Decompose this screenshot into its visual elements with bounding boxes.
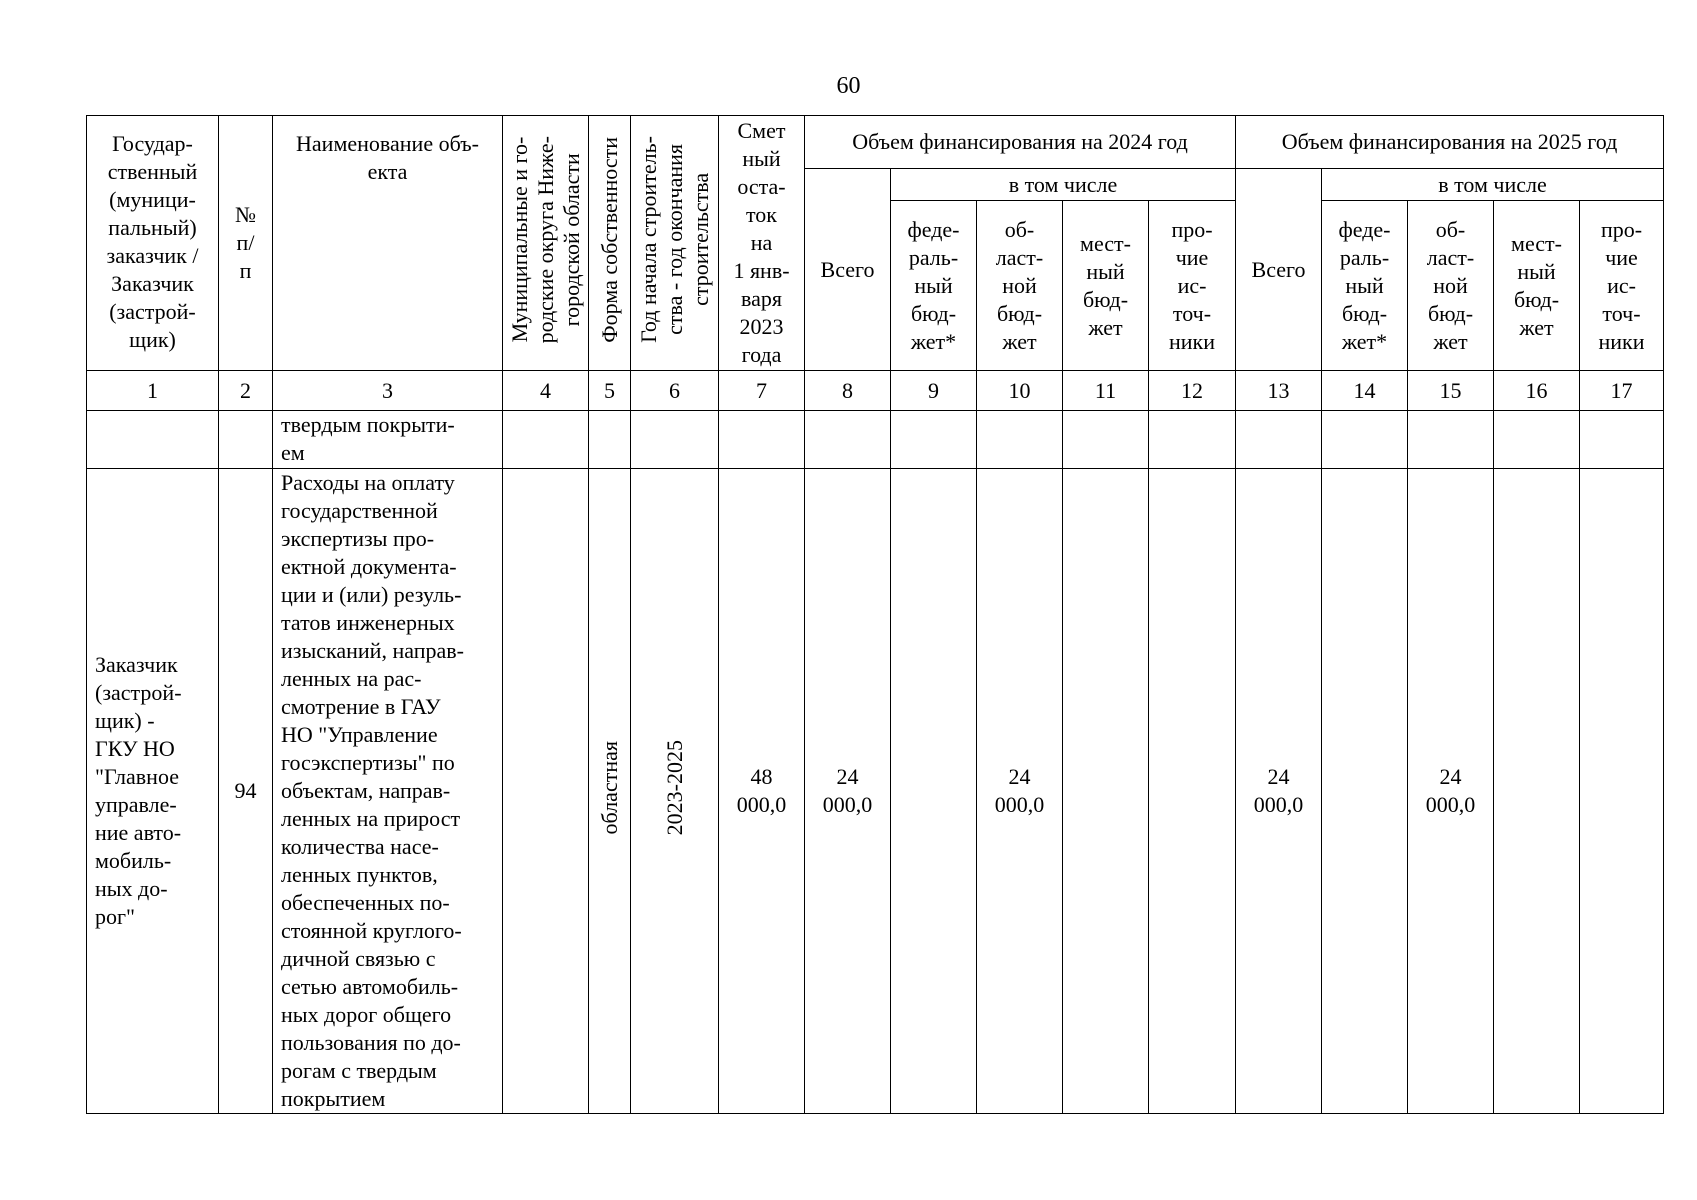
row-districts (503, 469, 589, 1114)
header-total-2025: Всего (1236, 169, 1322, 371)
row-regional-2024 (977, 411, 1063, 469)
row-regional-2024: 24 000,0 (977, 469, 1063, 1114)
row-local-2025 (1494, 469, 1580, 1114)
table-row (87, 469, 1664, 1114)
header-regional-2024: об- ласт- ной бюд- жет (977, 201, 1063, 371)
header-federal-2025: феде- раль- ный бюд- жет* (1322, 201, 1408, 371)
header-financing-2024: Объем финансирования на 2024 год (805, 116, 1236, 169)
header-local-2024: мест- ный бюд- жет (1063, 201, 1149, 371)
header-local-2025: мест- ный бюд- жет (1494, 201, 1580, 371)
column-number: 10 (977, 371, 1063, 411)
header-object-name: Наименование объ- екта (273, 116, 503, 371)
row-local-2024 (1063, 469, 1149, 1114)
column-number: 7 (719, 371, 805, 411)
column-number: 2 (219, 371, 273, 411)
row-federal-2025 (1322, 469, 1408, 1114)
row-local-2024 (1063, 411, 1149, 469)
header-districts: Муниципальные и го- родские округа Ниже- городской области (503, 116, 589, 371)
column-number: 13 (1236, 371, 1322, 411)
row-other-2025 (1580, 469, 1664, 1114)
column-number: 6 (631, 371, 719, 411)
column-number: 1 (87, 371, 219, 411)
column-number: 15 (1408, 371, 1494, 411)
row-regional-2025: 24 000,0 (1408, 469, 1494, 1114)
row-ownership (589, 411, 631, 469)
header-years: Год начала строитель- ства - год окончания строительства (631, 116, 719, 371)
financing-table (86, 115, 1664, 1114)
row-districts (503, 411, 589, 469)
column-numbers-row (87, 371, 1664, 411)
header-including-2025: в том числе (1322, 169, 1664, 201)
row-number: 94 (219, 469, 273, 1114)
column-number: 12 (1149, 371, 1236, 411)
header-number: № п/ п (219, 116, 273, 371)
header-total-2024: Всего (805, 169, 891, 371)
row-other-2025 (1580, 411, 1664, 469)
row-federal-2024 (891, 411, 977, 469)
header-including-2024: в том числе (891, 169, 1236, 201)
header-other-2024: про- чие ис- точ- ники (1149, 201, 1236, 371)
row-local-2025 (1494, 411, 1580, 469)
row-federal-2025 (1322, 411, 1408, 469)
row-object-name: твердым покрыти- ем (273, 411, 503, 469)
header-regional-2025: об- ласт- ной бюд- жет (1408, 201, 1494, 371)
column-number: 4 (503, 371, 589, 411)
row-number (219, 411, 273, 469)
header-financing-2025: Объем финансирования на 2025 год (1236, 116, 1664, 169)
column-number: 11 (1063, 371, 1149, 411)
header-ownership: Форма собственности (589, 116, 631, 371)
column-number: 3 (273, 371, 503, 411)
row-balance (719, 411, 805, 469)
row-ownership: областная (589, 469, 631, 1114)
row-balance: 48 000,0 (719, 469, 805, 1114)
row-client (87, 411, 219, 469)
column-number: 5 (589, 371, 631, 411)
row-years: 2023-2025 (631, 469, 719, 1114)
column-number: 16 (1494, 371, 1580, 411)
row-total-2025 (1236, 411, 1322, 469)
row-other-2024 (1149, 469, 1236, 1114)
row-years (631, 411, 719, 469)
table-row (87, 411, 1664, 469)
column-number: 14 (1322, 371, 1408, 411)
row-other-2024 (1149, 411, 1236, 469)
header-client: Государ- ственный (муници- пальный) заказчик / Заказчик (застрой- щик) (87, 116, 219, 371)
header-other-2025: про- чие ис- точ- ники (1580, 201, 1664, 371)
row-object-name: Расходы на оплату государственной экспертизы про- ектной документа- ции и (или) резуль- татов инженерных изысканий, направ- ленных на рас- смотрение в ГАУ НО "Управление госэкспертизы" по объектам, направ- ленных на прирост количества насе- ленных пунктов, обеспеченных по- стоянной круглого- дичной связью с сетью автомобиль- ных дорог общего пользования по до- рогам с твердым покрытием (273, 469, 503, 1114)
column-number: 8 (805, 371, 891, 411)
row-total-2024 (805, 411, 891, 469)
column-number: 9 (891, 371, 977, 411)
header-federal-2024: феде- раль- ный бюд- жет* (891, 201, 977, 371)
row-total-2024: 24 000,0 (805, 469, 891, 1114)
row-federal-2024 (891, 469, 977, 1114)
page-number: 60 (836, 73, 861, 99)
column-number: 17 (1580, 371, 1664, 411)
row-client: Заказчик (застрой- щик) - ГКУ НО "Главное управле- ние авто- мобиль- ных до- рог" (87, 469, 219, 1114)
header-balance: Смет ный оста- ток на 1 янв- варя 2023 года (719, 116, 805, 371)
row-total-2025: 24 000,0 (1236, 469, 1322, 1114)
row-regional-2025 (1408, 411, 1494, 469)
